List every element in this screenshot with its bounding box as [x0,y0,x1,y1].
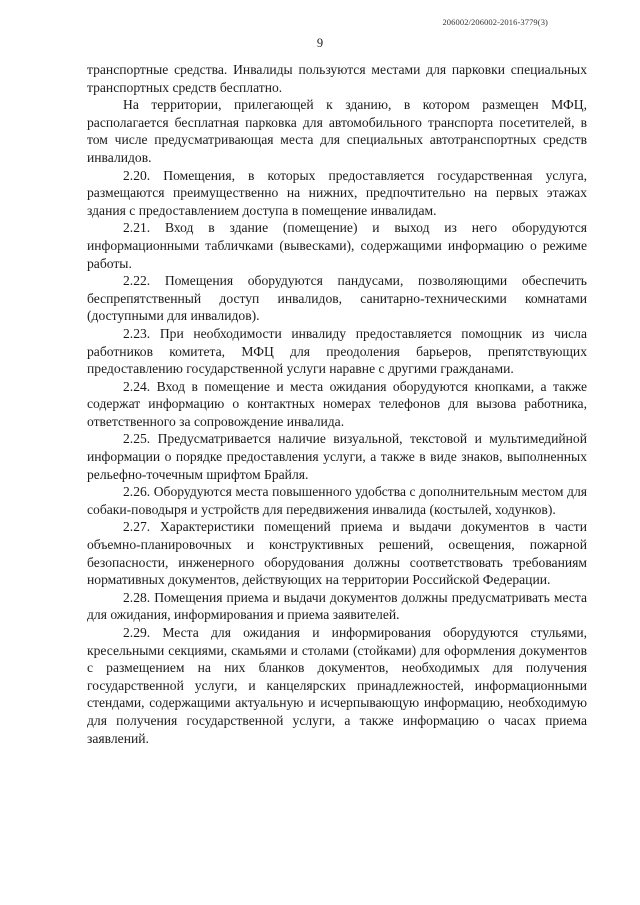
paragraph-2-22: 2.22. Помещения оборудуются пандусами, позволяющими обеспечить беспрепятственный доступ инвалидов, санитарно-техническими комнатами (доступными для инвалидов). [87,273,587,324]
document-id: 206002/206002-2016-3779(3) [442,17,548,27]
paragraph-2-25: 2.25. Предусматривается наличие визуальной, текстовой и мультимедийной информации о порядке предоставления услуги, а также в виде знаков, выполненных рельефно-точечным шрифтом Брайля. [87,431,587,482]
paragraph-2-24: 2.24. Вход в помещение и места ожидания оборудуются кнопками, а также содержат информацию о контактных номерах телефонов для вызова работника, ответственного за сопровождение инвалида. [87,378,587,429]
page-number: 9 [316,36,324,50]
document-body [87,61,587,747]
paragraph-parking: На территории, прилегающей к зданию, в котором размещен МФЦ, располагается бесплатная парковка для автомобильного транспорта посетителей, в том числе предусматривающая места для специальных автотранспортных средств инвалидов. [87,97,587,165]
paragraph-2-26: 2.26. Оборудуются места повышенного удобства с дополнительным местом для собаки-поводыря и устройств для передвижения инвалида (костылей, ходунков). [87,484,587,517]
paragraph-2-20: 2.20. Помещения, в которых предоставляется государственная услуга, размещаются преимущественно на нижних, предпочтительно на первых этажах здания с предоставлением доступа в помещение инвалидам. [87,167,587,218]
paragraph-2-23: 2.23. При необходимости инвалиду предоставляется помощник из числа работников комитета, МФЦ для преодоления барьеров, препятствующих предоставлению государственной услуги наравне с другими гражданами. [87,325,587,377]
paragraph-2-29: 2.29. Места для ожидания и информирования оборудуются стульями, кресельными секциями, скамьями и столами (стойками) для оформления документов с размещением на них бланков документов, необходимых для получения государственной услуги, и канцелярских принадлежностей, информационными стендами, содержащими актуальную и исчерпывающую информацию, необходимую для получения государственной услуги, а также информацию о часах приема заявлений. [87,625,587,746]
paragraph-continuation: транспортные средства. Инвалиды пользуются местами для парковки специальных транспортных средств бесплатно. [87,62,587,95]
paragraph-2-28: 2.28. Помещения приема и выдачи документов должны предусматривать места для ожидания, информирования и приема заявителей. [87,589,587,623]
paragraph-2-27: 2.27. Характеристики помещений приема и выдачи документов в части объемно-планировочных и конструктивных решений, освещения, пожарной безопасности, инженерного оборудования должны соответствовать требованиям нормативных документов, действующих на территории Российской Федерации. [87,519,587,588]
paragraph-2-21: 2.21. Вход в здание (помещение) и выход из него оборудуются информационными табличками (вывесками), содержащими информацию о режиме работы. [87,220,587,271]
